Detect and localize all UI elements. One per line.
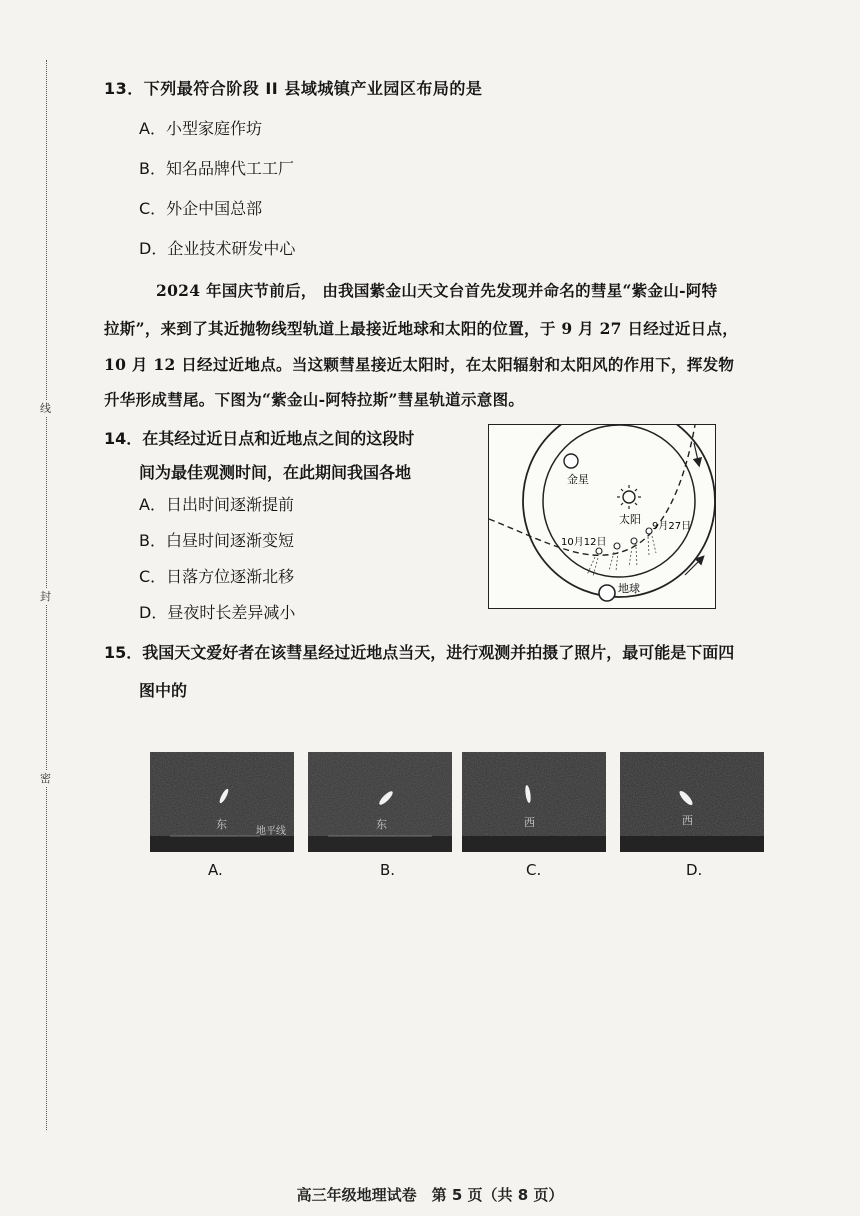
- binding-char-secret: 密: [40, 772, 51, 785]
- question-15-stem: 15．我国天文爱好者在该彗星经过近地点当天，进行观测并拍摄了照片，最可能是下面四: [104, 643, 735, 662]
- question-13-stem: 13．下列最符合阶段 II 县域城镇产业园区布局的是: [104, 79, 483, 98]
- orbit-diagram-svg: [489, 425, 715, 608]
- page-footer: 高三年级地理试卷 第 5 页（共 8 页）: [296, 1186, 564, 1204]
- question-14-option-d: D．昼夜时长差异减小: [139, 603, 296, 622]
- question-14-option-b: B．白昼时间逐渐变短: [139, 531, 294, 550]
- comet-icon: [609, 543, 620, 571]
- earth-label: 地球: [618, 582, 640, 595]
- photo-a-horizon-label: 地平线: [256, 826, 286, 837]
- comet-icon: [646, 528, 656, 555]
- photo-a-label: A.: [208, 861, 223, 879]
- photo-option-b: [308, 752, 452, 852]
- photo-d-direction: 西: [682, 814, 693, 827]
- passage-line-3: 10 月 12 日经过近地点。当这颗彗星接近太阳时，在太阳辐射和太阳风的作用下，挥发物: [104, 355, 735, 374]
- perihelion-date-label: 9月27日: [652, 521, 692, 532]
- question-13-option-c: C．外企中国总部: [139, 199, 263, 218]
- sun-label: 太阳: [619, 513, 641, 526]
- question-14-stem: 14．在其经过近日点和近地点之间的这段时: [104, 429, 415, 448]
- question-14-option-c: C．日落方位逐渐北移: [139, 567, 295, 586]
- question-15-stem-line-2: 图中的: [139, 681, 188, 700]
- sun-icon: [617, 485, 641, 509]
- passage-line-2: 拉斯”，来到了其近抛物线型轨道上最接近地球和太阳的位置，于 9 月 27 日经过近日点，: [104, 319, 739, 338]
- comet-icon: [629, 538, 637, 567]
- photo-a-image: [150, 752, 294, 852]
- photo-option-a: [150, 752, 294, 852]
- earth-orbit: [523, 425, 715, 597]
- photo-b-image: [308, 752, 452, 852]
- comet-orbit-diagram: [488, 424, 716, 609]
- photo-b-direction: 东: [376, 818, 387, 831]
- question-13-option-a: A．小型家庭作坊: [139, 119, 262, 138]
- comet-orbit: [489, 425, 695, 555]
- photo-c-image: [462, 752, 606, 852]
- photo-d-image: [620, 752, 764, 852]
- question-13-option-b: B．知名品牌代工工厂: [139, 159, 294, 178]
- comet-icon: [587, 548, 602, 576]
- photo-c-direction: 西: [524, 816, 535, 829]
- photo-b-label: B.: [380, 861, 396, 879]
- photo-option-d: [620, 752, 764, 852]
- passage-line-1: 2024 年国庆节前后， 由我国紫金山天文台首先发现并命名的彗星“紫金山-阿特: [156, 281, 718, 300]
- perigee-date-label: 10月12日: [561, 537, 607, 548]
- question-14-option-a: A．日出时间逐渐提前: [139, 495, 294, 514]
- photo-a-direction: 东: [216, 818, 227, 831]
- passage-line-4: 升华形成彗尾。下图为“紫金山-阿特拉斯”彗星轨道示意图。: [104, 390, 525, 409]
- question-13-option-d: D．企业技术研发中心: [139, 239, 296, 258]
- photo-d-label: D.: [686, 861, 703, 879]
- photo-option-c: [462, 752, 606, 852]
- question-14-stem-line-2: 间为最佳观测时间，在此期间我国各地: [139, 463, 412, 482]
- binding-char-seal: 封: [40, 590, 51, 603]
- binding-char-line: 线: [40, 402, 51, 415]
- venus-icon: [564, 454, 578, 468]
- photo-c-label: C.: [526, 861, 542, 879]
- venus-label: 金星: [567, 473, 589, 486]
- earth-icon: [599, 585, 615, 601]
